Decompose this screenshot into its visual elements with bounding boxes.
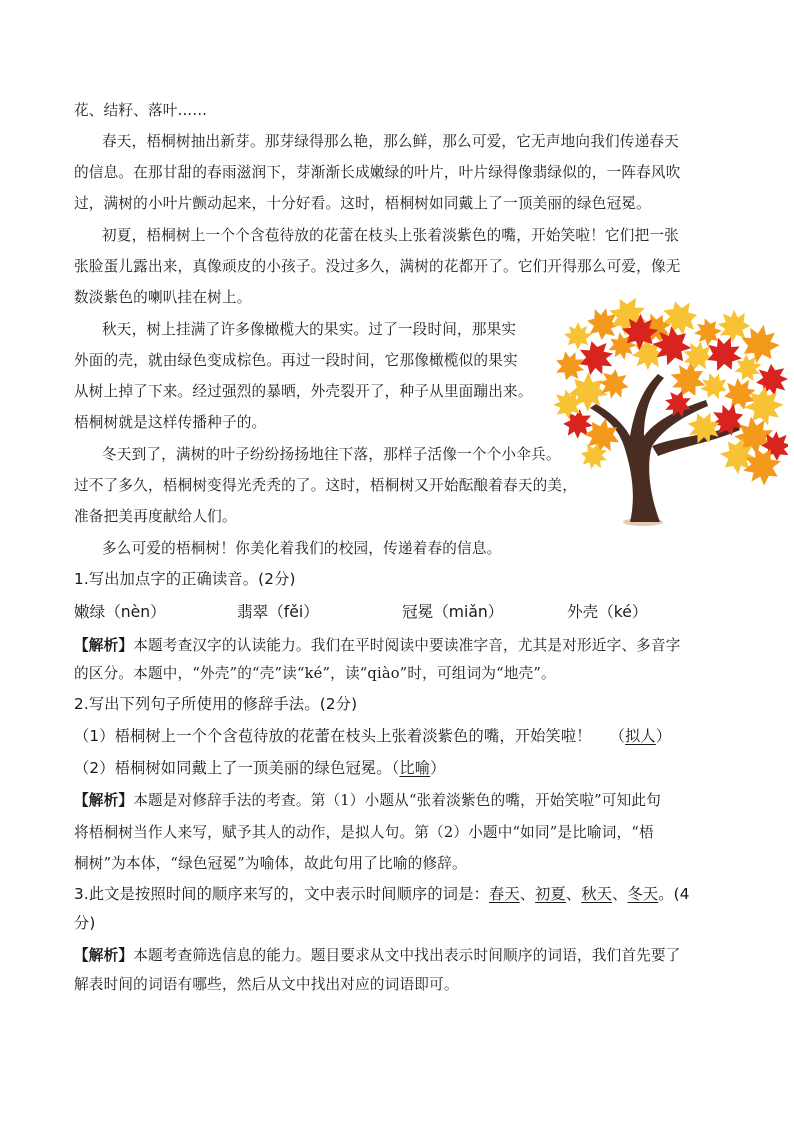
q2-sentence-2 [74, 758, 446, 778]
q1-item-1 [74, 602, 166, 622]
q1-item-3 [402, 602, 503, 622]
q2-explanation-2: 将梧桐树当作人来写，赋予其人的动作，是拟人句。第（2）小题中“如同”是比喻词，“梧 [74, 824, 654, 841]
q2-sentence-1-text: （1）梧桐树上一个个含苞待放的花蕾在枝头上张着淡紫色的嘴，开始笑啦！ [74, 727, 592, 745]
q1-word-3: 冠冕 [402, 603, 434, 621]
q3-title-text: 3.此文是按照时间的顺序来写的，文中表示时间顺序的词是： [74, 885, 489, 903]
passage-line-10: 从树上掉了下来。经过强烈的暴晒，外壳裂开了，种子从里面蹦出来。 [74, 383, 533, 400]
q2-answer-2-close: ） [430, 759, 446, 777]
passage-line-4: 过，满树的小叶片颤动起来，十分好看。这时，梧桐树如同戴上了一顶美丽的绿色冠冕。 [74, 195, 651, 212]
autumn-tree-illustration [548, 296, 788, 532]
q3-sep-3: 、 [612, 885, 628, 903]
passage-line-13: 过不了多久，梧桐树变得光秃秃的了。这时，梧桐树又开始酝酿着春天的美， [74, 477, 577, 494]
q1-explanation-text: 本题考查汉字的认读能力。我们在平时阅读中要读准字音，尤其是对形近字、多音字 [133, 637, 681, 654]
passage-line-2: 春天，梧桐树抽出新芽。那芽绿得那么艳，那么鲜，那么可爱，它无声地向我们传递春天 [102, 133, 679, 150]
q1-pinyin-3: （miǎn） [433, 603, 504, 621]
q1-word-4: 外壳 [567, 603, 599, 621]
passage-line-3: 的信息。在那甘甜的春雨滋润下，芽渐渐长成嫩绿的叶片，叶片绿得像翡绿似的，一阵春风吹 [74, 164, 681, 181]
q3-answer-3: 秋天 [581, 885, 613, 903]
q3-answer-2: 初夏 [535, 885, 566, 903]
q3-title [74, 884, 690, 904]
passage-line-15: 多么可爱的梧桐树！你美化着我们的校园，传递着春的信息。 [102, 540, 502, 557]
q1-pinyin-1: （nèn） [105, 603, 166, 621]
q1-explanation-2: 的区分。本题中，“外壳”的“壳”读“ké”，读“qiào”时，可组词为“地壳”。 [74, 665, 556, 682]
q1-explanation-tag: 【解析】 [74, 637, 134, 654]
q1-pinyin-4: （ké） [598, 603, 648, 621]
passage-line-14: 准备把美再度献给人们。 [74, 508, 237, 525]
passage-line-11: 梧桐树就是这样传播种子的。 [74, 414, 267, 431]
q1-title: 1.写出加点字的正确读音。(2分) [74, 570, 296, 588]
q1-word-1: 嫩绿 [74, 603, 106, 621]
q2-answer-1-close: ） [655, 727, 672, 745]
q2-title: 2.写出下列句子所使用的修辞手法。(2分) [74, 695, 358, 713]
q3-answer-1: 春天 [488, 885, 520, 903]
q2-answer-1: 拟人 [625, 727, 656, 745]
q3-points: 。(4 [658, 885, 690, 903]
passage-line-5: 初夏，梧桐树上一个个含苞待放的花蕾在枝头上张着淡紫色的嘴，开始笑啦！它们把一张 [102, 227, 679, 244]
q2-answer-1-open: （ [609, 727, 626, 745]
passage-line-6: 张脸蛋儿露出来，真像顽皮的小孩子。没过多久，满树的花都开了。它们开得那么可爱，像无 [74, 258, 681, 275]
q3-sep-1: 、 [519, 885, 536, 903]
passage-line-1: 花、结籽、落叶…… [74, 102, 208, 119]
q3-answer-4: 冬天 [627, 885, 659, 903]
passage-line-7: 数淡紫色的喇叭挂在树上。 [74, 289, 252, 306]
q3-title-cont: 分) [74, 914, 96, 932]
q1-pinyin-2: （fěi） [268, 603, 319, 621]
passage-line-9: 外面的壳，就由绿色变成棕色。再过一段时间，它那像橄榄似的果实 [74, 352, 518, 369]
q2-explanation-3: 桐树”为本体，“绿色冠冕”为喻体，故此句用了比喻的修辞。 [74, 855, 467, 872]
q1-word-2: 翡翠 [237, 603, 269, 621]
q2-explanation-tag: 【解析】 [74, 792, 134, 809]
tree-leaves [548, 296, 788, 490]
passage-line-12: 冬天到了，满树的叶子纷纷扬扬地往下落，那样子活像一个个小伞兵。 [102, 446, 561, 463]
q2-explanation-text: 本题是对修辞手法的考查。第（1）小题从“张着淡紫色的嘴，开始笑啦”可知此句 [133, 792, 661, 809]
q3-explanation-1 [74, 946, 681, 966]
q1-item-4 [567, 602, 647, 622]
q2-answer-2: 比喻 [399, 759, 431, 777]
q1-item-2 [237, 602, 319, 622]
q2-explanation-1 [74, 791, 661, 811]
q3-sep-2: 、 [565, 885, 582, 903]
q3-explanation-tag: 【解析】 [74, 947, 134, 964]
q2-answer-2-open: （ [391, 759, 400, 777]
q2-sentence-1 [74, 726, 671, 746]
q3-explanation-2: 解表时间的词语有哪些，然后从文中找出对应的词语即可。 [74, 976, 459, 993]
q2-sentence-2-text: （2）梧桐树如同戴上了一顶美丽的绿色冠冕。 [74, 759, 392, 777]
passage-line-8: 秋天，树上挂满了许多像橄榄大的果实。过了一段时间，那果实 [102, 321, 517, 338]
maple-leaf [696, 368, 732, 404]
q3-explanation-text: 本题考查筛选信息的能力。题目要求从文中找出表示时间顺序的词语，我们首先要了 [133, 947, 681, 964]
q1-explanation-1 [74, 636, 681, 656]
maple-leaf [564, 322, 592, 350]
